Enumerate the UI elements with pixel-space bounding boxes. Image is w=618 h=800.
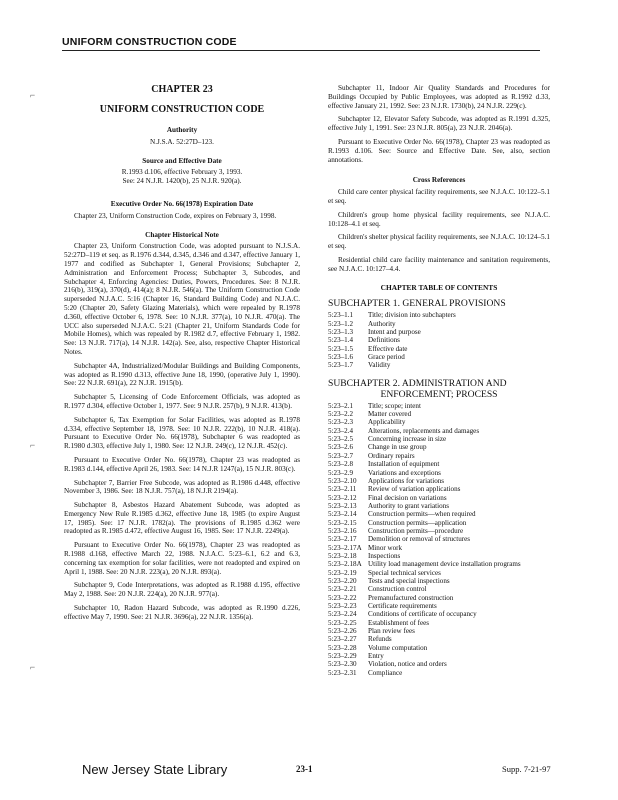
subchapter-1-list — [328, 311, 550, 369]
historical-paragraph: Pursuant to Executive Order No. 66(1978), Chapter 23 was readopted as R.1988 d.168, effective March 22, 1988. N.J.A.C. 5:23–6.1, 6.2 and 6.3, concerning tax exemption for solar facilities, were not readopted and expired on April 1, 1988. See: 20 N.J.R. 223(a), 20 N.J.R. 893(a). — [64, 541, 300, 576]
toc-section-title: Volume computation — [368, 643, 428, 652]
historical-note-heading: Chapter Historical Note — [145, 230, 219, 239]
toc-entry — [328, 602, 550, 610]
toc-section-number: 5:23–2.17 — [328, 535, 357, 544]
toc-entry — [328, 652, 550, 660]
toc-section-title: Compliance — [368, 668, 403, 677]
header-rule — [62, 50, 540, 51]
supplement-date: Supp. 7-21-97 — [502, 764, 551, 774]
toc-section-title: Title; scope; intent — [368, 401, 421, 410]
cross-reference: Residential child care facility maintenance and sanitation requirements, see N.J.A.C. 10:127–4.4. — [328, 255, 550, 273]
toc-entry — [328, 527, 550, 535]
toc-section-number: 5:23–1.2 — [328, 319, 354, 328]
source-line-2: See: 24 N.J.R. 1420(b), 25 N.J.R. 920(a). — [122, 177, 242, 186]
page-number: 23-1 — [296, 764, 313, 774]
toc-section-title: Concerning increase in size — [368, 435, 447, 444]
toc-section-number: 5:23–2.5 — [328, 435, 354, 444]
toc-entry — [328, 361, 550, 369]
toc-entry — [328, 627, 550, 635]
toc-section-title: Effective date — [368, 344, 408, 353]
toc-section-title: Intent and purpose — [368, 328, 421, 337]
historical-paragraph: Subchapter 6, Tax Exemption for Solar Facilities, was adopted as R.1978 d.334, effective September 18, 1978. See: 10 N.J.R. 222(b), 10 N.J.R. 418(a). Pursuant to Executive Order No. 66(1978), Subchapter 6 was readopted as R.1980 d.303, effective July 1, 1980. See: 12 N.J.R. 249(c), 12 N.J.R. 452(c). — [64, 415, 300, 451]
toc-section-title: Change in use group — [368, 443, 427, 452]
toc-entry — [328, 336, 550, 344]
toc-entry — [328, 410, 550, 418]
toc-entry — [328, 402, 550, 410]
toc-section-number: 5:23–2.18A — [328, 560, 362, 569]
historical-paragraph: Subchapter 12, Elevator Safety Subcode, was adopted as R.1991 d.325, effective July 1, 1991. See: 23 N.J.R. 805(a), 23 N.J.R. 2046(a). — [328, 115, 550, 133]
subchapter-1-title: SUBCHAPTER 1. GENERAL PROVISIONS — [328, 298, 506, 310]
toc-section-title: Variations and exceptions — [368, 468, 441, 477]
source-heading: Source and Effective Date — [142, 156, 222, 165]
toc-entry — [328, 320, 550, 328]
toc-entry — [328, 560, 550, 568]
toc-section-number: 5:23–2.18 — [328, 551, 357, 560]
toc-entry — [328, 594, 550, 602]
toc-section-title: Definitions — [368, 336, 400, 345]
toc-section-number: 5:23–1.1 — [328, 311, 354, 320]
toc-section-number: 5:23–2.3 — [328, 418, 354, 427]
toc-entry — [328, 427, 550, 435]
chapter-title: UNIFORM CONSTRUCTION CODE — [99, 104, 265, 115]
toc-section-title: Construction permits—procedure — [368, 526, 464, 535]
toc-entry — [328, 452, 550, 460]
historical-paragraph: Subchapter 10, Radon Hazard Subcode, was adopted as R.1990 d.226, effective May 7, 1990. See: 21 N.J.R. 3696(a), 22 N.J.R. 1356(a). — [64, 604, 300, 621]
toc-section-title: Title; division into subchapters — [368, 311, 456, 320]
toc-section-number: 5:23–2.25 — [328, 618, 357, 627]
toc-entry — [328, 510, 550, 518]
toc-section-title: Establishment of fees — [368, 618, 430, 627]
toc-entry — [328, 435, 550, 443]
toc-section-number: 5:23–1.5 — [328, 344, 354, 353]
toc-section-title: Special technical services — [368, 568, 441, 577]
toc-entry — [328, 535, 550, 543]
margin-mark: ⌐ — [30, 90, 36, 100]
toc-section-number: 5:23–1.6 — [328, 353, 354, 362]
cross-reference: Child care center physical facility requirements, see N.J.A.C. 10:122–5.1 et seq. — [328, 188, 550, 205]
toc-entry — [328, 502, 550, 510]
toc-section-number: 5:23–2.27 — [328, 635, 357, 644]
toc-entry — [328, 494, 550, 502]
toc-section-number: 5:23–1.4 — [328, 336, 354, 345]
margin-mark: ⌐ — [30, 440, 36, 450]
historical-paragraph: Subchapter 11, Indoor Air Quality Standards and Procedures for Buildings Occupied by Public Employees, was adopted as R.1992 d.33, effective January 21, 1992. See: 23 N.J.R. 1730(b), 24 N.J.R. 229(c). — [328, 84, 550, 110]
toc-section-title: Plan review fees — [368, 627, 415, 636]
toc-section-number: 5:23–2.14 — [328, 510, 357, 519]
toc-section-title: Refunds — [368, 635, 392, 644]
exec-order-text: Chapter 23, Uniform Construction Code, expires on February 3, 1998. — [74, 211, 277, 220]
toc-section-number: 5:23–2.31 — [328, 668, 357, 677]
toc-entry — [328, 345, 550, 353]
toc-section-title: Installation of equipment — [368, 460, 440, 469]
historical-paragraph: Pursuant to Executive Order No. 66(1978), Chapter 23 was readopted as R.1983 d.144, effective April 26, 1983. See: 14 N.J.R 1247(a), 15 N.J.R. 803(c). — [64, 455, 300, 473]
toc-section-number: 5:23–2.15 — [328, 518, 357, 527]
historical-paragraph: Subchapter 8, Asbestos Hazard Abatement Subcode, was adopted as Emergency New Rule R.1985 d.362, effective June 18, 1985 (to expire August 17, 1985). See: 17 N.J.R. 1782(a). The provisions of R.1985 d.362 were readopted as R.1985 d.472, effective August 16, 1985. See: 17 N.J.R. 2249(a). — [64, 501, 300, 536]
toc-section-title: Applicability — [368, 418, 406, 427]
toc-section-title: Construction permits—application — [368, 518, 467, 527]
exec-order-heading: Executive Order No. 66(1978) Expiration Date — [110, 199, 254, 208]
historical-paragraph: Pursuant to Executive Order No. 66(1978), Chapter 23 was readopted as R.1993 d.106. See: Source and Effective Date. See, also, section annotations. — [328, 137, 550, 164]
toc-section-number: 5:23–2.30 — [328, 660, 357, 669]
toc-entry — [328, 353, 550, 361]
toc-entry — [328, 644, 550, 652]
subchapter-2-title: SUBCHAPTER 2. ADMINISTRATION AND ENFORCEMENT; PROCESS — [328, 377, 507, 400]
toc-section-title: Review of variation applications — [368, 485, 461, 494]
toc-section-number: 5:23–2.22 — [328, 593, 357, 602]
toc-section-number: 5:23–2.7 — [328, 451, 354, 460]
toc-section-title: Ordinary repairs — [368, 451, 415, 460]
toc-section-number: 5:23–2.9 — [328, 468, 354, 477]
toc-section-number: 5:23–2.20 — [328, 576, 357, 585]
chapter-number: CHAPTER 23 — [151, 84, 213, 95]
toc-section-number: 5:23–2.10 — [328, 476, 357, 485]
left-column — [64, 84, 300, 627]
right-column — [328, 84, 550, 677]
toc-section-number: 5:23–2.2 — [328, 410, 354, 419]
toc-section-title: Construction control — [368, 585, 427, 594]
toc-entry — [328, 469, 550, 477]
toc-section-title: Authority to grant variations — [368, 501, 449, 510]
toc-section-title: Minor work — [368, 543, 403, 552]
toc-section-title: Certificate requirements — [368, 602, 437, 610]
toc-section-title: Tests and special inspections — [368, 576, 450, 585]
toc-entry — [328, 544, 550, 552]
toc-section-number: 5:23–2.17A — [328, 543, 362, 552]
toc-entry — [328, 610, 550, 618]
toc-entry — [328, 443, 550, 451]
toc-entry — [328, 460, 550, 468]
toc-entry — [328, 552, 550, 560]
toc-section-number: 5:23–2.13 — [328, 501, 357, 510]
toc-section-number: 5:23–2.4 — [328, 426, 354, 435]
toc-section-number: 5:23–2.16 — [328, 526, 357, 535]
source-line-1: R.1993 d.106, effective February 3, 1993. — [121, 168, 243, 177]
toc-entry — [328, 585, 550, 593]
toc-section-title: Violation, notice and orders — [368, 660, 447, 669]
toc-section-number: 5:23–2.28 — [328, 643, 357, 652]
toc-entry — [328, 669, 550, 677]
toc-section-number: 5:23–2.8 — [328, 460, 354, 469]
toc-section-number: 5:23–2.23 — [328, 602, 357, 610]
toc-entry — [328, 477, 550, 485]
historical-paragraph: Subchapter 5, Licensing of Code Enforcement Officials, was adopted as R.1977 d.304, effective October 1, 1977. See: 9 N.J.R. 257(b), 9 N.J.R. 413(b). — [64, 393, 300, 410]
toc-section-title: Construction permits—when required — [368, 510, 476, 519]
toc-entry — [328, 485, 550, 493]
toc-section-number: 5:23–2.1 — [328, 401, 354, 410]
toc-section-title: Authority — [368, 319, 396, 328]
historical-paragraph: Subchapter 7, Barrier Free Subcode, was adopted as R.1986 d.448, effective November 3, 1986. See: 18 N.J.R. 757(a), 18 N.J.R 2194(a). — [64, 478, 300, 496]
toc-section-number: 5:23–2.29 — [328, 652, 357, 661]
margin-mark: ⌐ — [30, 662, 36, 672]
toc-heading: CHAPTER TABLE OF CONTENTS — [380, 282, 498, 292]
toc-section-number: 5:23–2.19 — [328, 568, 357, 577]
cross-reference: Children's group home physical facility requirements, see N.J.A.C. 10:128–4.1 et seq. — [328, 210, 550, 228]
toc-section-title: Inspections — [368, 551, 401, 560]
library-stamp: New Jersey State Library — [82, 762, 228, 777]
toc-section-title: Conditions of certificate of occupancy — [368, 610, 477, 619]
toc-section-title: Premanufactured construction — [368, 593, 454, 602]
authority-heading: Authority — [166, 126, 198, 134]
toc-entry — [328, 619, 550, 627]
historical-paragraph: Subchapter 9, Code Interpretations, was adopted as R.1988 d.195, effective May 2, 1988. See: 20 N.J.R. 224(a), 20 N.J.R. 977(a). — [64, 581, 300, 599]
toc-section-title: Demolition or removal of structures — [368, 535, 471, 544]
toc-section-number: 5:23–2.26 — [328, 627, 357, 636]
cross-reference: Children's shelter physical facility requirements, see N.J.A.C. 10:124–5.1 et seq. — [328, 233, 550, 251]
toc-section-title: Validity — [368, 361, 391, 370]
toc-section-title: Grace period — [368, 353, 405, 362]
toc-entry — [328, 418, 550, 426]
authority-text: N.J.S.A. 52:27D–123. — [150, 137, 214, 146]
toc-section-number: 5:23–2.12 — [328, 493, 357, 502]
toc-entry — [328, 569, 550, 577]
toc-section-title: Final decision on variations — [368, 493, 447, 502]
toc-entry — [328, 519, 550, 527]
subchapter-2-list — [328, 402, 550, 677]
toc-entry — [328, 328, 550, 336]
toc-section-number: 5:23–2.6 — [328, 443, 354, 452]
toc-entry — [328, 660, 550, 668]
cross-references-heading: Cross References — [412, 176, 466, 185]
running-header: UNIFORM CONSTRUCTION CODE — [62, 36, 237, 48]
toc-section-number: 5:23–1.3 — [328, 328, 354, 337]
historical-paragraph: Subchapter 4A, Industrialized/Modular Buildings and Building Components, was adopted as R.1990 d.313, effective June 18, 1990, (operative July 1, 1990). See: 22 N.J.R. 691(a), 22 N.J.R. 1915(b). — [64, 361, 300, 388]
toc-entry — [328, 577, 550, 585]
historical-paragraph: Chapter 23, Uniform Construction Code, was adopted pursuant to N.J.S.A. 52:27D–119 et seq. as R.1976 d.344, d.345, d.346 and d.347, effective January 1, 1977 and codified as Subchapter 1, General Provisions; Subchapter 2, Administration and Enforcement Process; Subchapter 3, Subcodes, and Subchapter 4, Enforcing Agencies: Duties, Powers, Procedures. See: 8 N.J.R. 216(b), 319(a), 370(d), 414(a); 8 N.J.R. 546(a). The Uniform Construction Code superseded N.J.A.C. 5:16 (Chapter 16, Standard Building Code) and N.J.A.C. 5:20 (Chapter 20, Safety Glazing Materials), which were repealed by R.1978 d.360, effective October 6, 1978. See: 10 N.J.R. 377(a), 10 N.J.R. 470(a). The UCC also superseded N.J.A.C. 5:21 (Chapter 21, Uniform Standards Code for Mobile Homes), which was repealed by R.1982 d.7, effective February 1, 1982. See: 13 N.J.R. 717(a), 14 N.J.R. 142(a). See, also, respective Chapter Historical Notes. — [64, 242, 300, 356]
toc-section-title: Alterations, replacements and damages — [368, 426, 480, 435]
toc-section-number: 5:23–2.11 — [328, 485, 357, 494]
toc-entry — [328, 311, 550, 319]
toc-section-title: Applications for variations — [368, 476, 445, 485]
toc-section-number: 5:23–1.7 — [328, 361, 354, 370]
toc-section-title: Utility load management device installation programs — [368, 560, 521, 569]
toc-section-title: Matter covered — [368, 410, 412, 419]
toc-section-title: Entry — [368, 652, 384, 661]
toc-section-number: 5:23–2.24 — [328, 610, 357, 619]
toc-section-number: 5:23–2.21 — [328, 585, 357, 594]
toc-entry — [328, 635, 550, 643]
